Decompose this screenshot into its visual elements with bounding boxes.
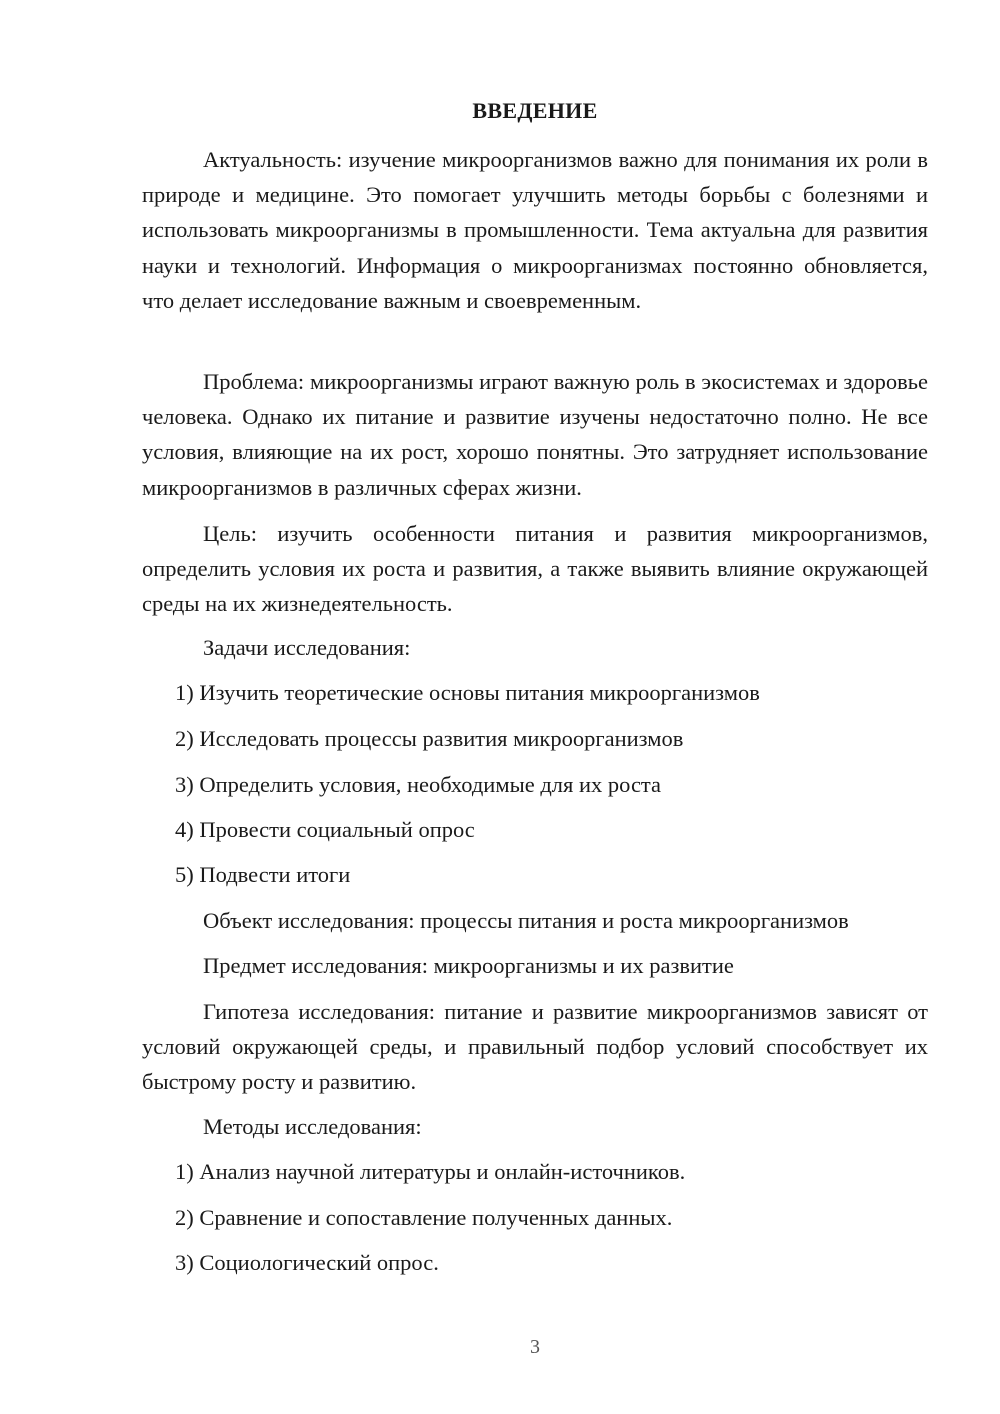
object-line: Объект исследования: процессы питания и роста микроорганизмов — [203, 908, 849, 933]
task-item: 5) Подвести итоги — [175, 862, 351, 887]
task-item: 1) Изучить теоретические основы питания микроорганизмов — [175, 680, 760, 705]
method-item: 2) Сравнение и сопоставление полученных данных. — [175, 1205, 673, 1230]
hypothesis-paragraph: Гипотеза исследования: питание и развитие микроорганизмов зависят от условий окружающей среды, и правильный подбор условий способствует их быстрому росту и развитию. — [142, 999, 928, 1095]
task-item: 3) Определить условия, необходимые для их роста — [175, 772, 662, 797]
page-title: ВВЕДЕНИЕ — [472, 98, 598, 123]
tasks-heading: Задачи исследования: — [203, 635, 411, 660]
method-item: 1) Анализ научной литературы и онлайн-источников. — [175, 1159, 686, 1184]
relevance-paragraph: Актуальность: изучение микроорганизмов важно для понимания их роли в природе и медицине. Это помогает улучшить методы борьбы с болезнями и использовать микроорганизмы в промышленности. Тема актуальна для развития науки и технологий. Информация о микроорганизмах постоянно обновляется, что делает исследование важным и своевременным. — [142, 147, 928, 313]
task-item: 2) Исследовать процессы развития микроорганизмов — [175, 726, 684, 751]
subject-line: Предмет исследования: микроорганизмы и их развитие — [203, 953, 734, 978]
task-item: 4) Провести социальный опрос — [175, 817, 475, 842]
problem-paragraph: Проблема: микроорганизмы играют важную роль в экосистемах и здоровье человека. Однако их питание и развитие изучены недостаточно полно. Не все условия, влияющие на их рост, хорошо понятны. Это затрудняет использование микроорганизмов в различных сферах жизни. — [142, 369, 928, 500]
method-item: 3) Социологический опрос. — [175, 1250, 439, 1275]
goal-paragraph: Цель: изучить особенности питания и развития микроорганизмов, определить условия их роста и развития, а также выявить влияние окружающей среды на их жизнедеятельность. — [142, 521, 928, 617]
methods-heading: Методы исследования: — [203, 1114, 422, 1139]
page-number: 3 — [530, 1336, 540, 1358]
